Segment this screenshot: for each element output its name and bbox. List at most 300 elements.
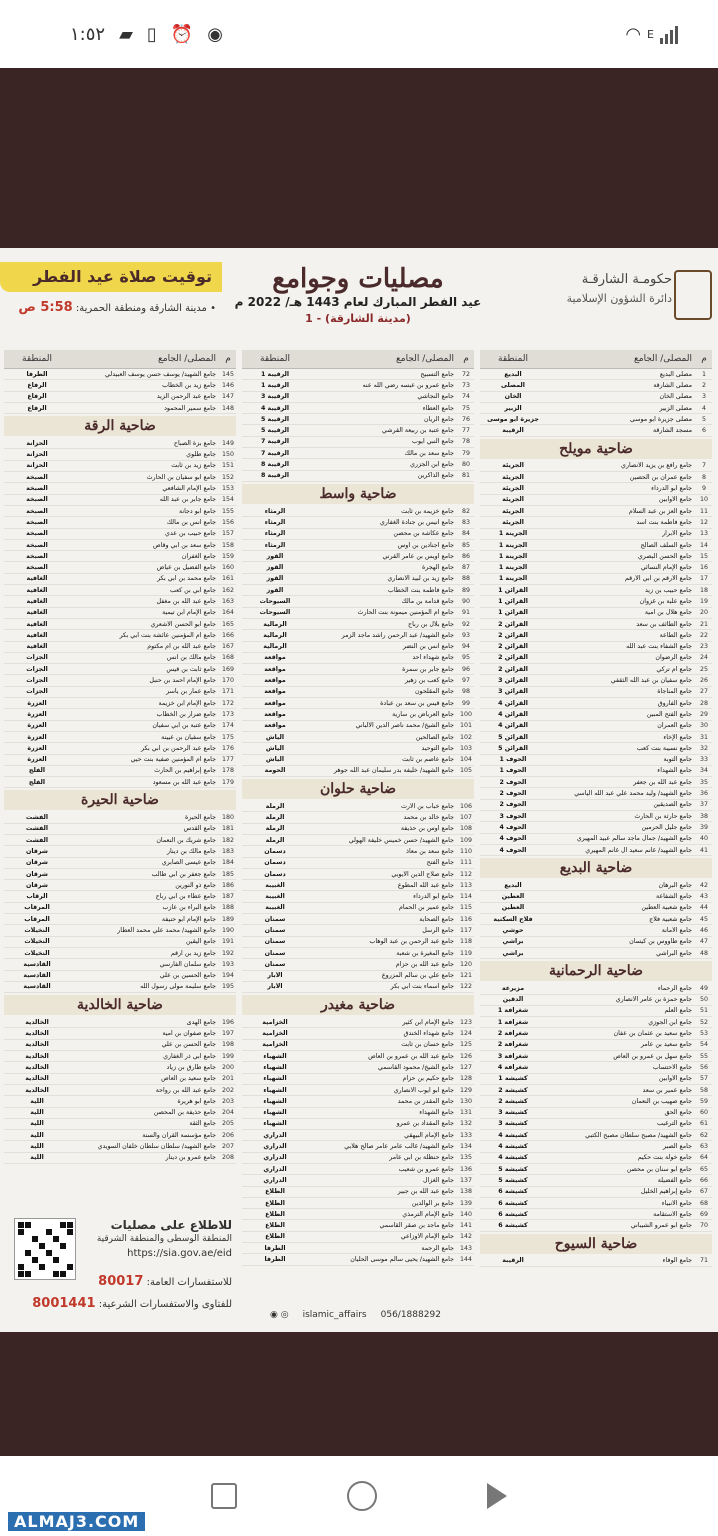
area-name: الياش [265,756,285,764]
mosque-name: جامع السلف الصالح [640,541,692,549]
social-row [270,1310,441,1320]
row-number: 55 [699,1052,708,1060]
row-number: 204 [221,1109,235,1117]
info-url[interactable]: https://sia.gov.ae/eid [127,1248,232,1259]
table-row [480,1040,712,1051]
qr-module [53,1271,59,1277]
row-number: 94 [461,643,470,651]
back-icon[interactable] [487,1483,507,1509]
mosque-name: جامع الترغيب [657,1120,692,1128]
area-name: كشيشة 2 [498,1086,528,1094]
mosque-name: جامع الشهيد/ غانم سعيد آل غانم المهيري [585,846,692,854]
table-row [4,1028,236,1039]
area-name: اللية [30,1143,44,1151]
row-number: 25 [699,665,708,673]
mosque-name: جامع بزة الصباح [173,439,216,447]
mosque-name: جامع الصالحين [415,733,454,741]
row-number: 53 [699,1030,708,1038]
row-number: 129 [459,1086,473,1094]
row-number: 174 [221,722,235,730]
row-number: 79 [461,449,470,457]
row-number: 198 [221,1041,235,1049]
mosque-name: جامع زيد بن لبيد الأنصاري [387,575,454,583]
area-name: كشيشة 1 [498,1075,528,1083]
table-row [4,608,236,619]
row-number: 121 [459,972,473,980]
mosque-name: جامع شهداء أحد [412,654,454,662]
row-number: 5 [701,415,706,423]
mosque-name: جامع حمزة بن عامر الأنصاري [615,996,692,1004]
mosque-name: جامع عاصم بن ثابت [402,756,454,764]
table-row [242,1187,474,1198]
row-number: 126 [459,1052,473,1060]
table-row [480,653,712,664]
area-name: الحوف 2 [499,801,527,809]
mosque-name: جامع فاطمة بنت الخطاب [387,586,454,594]
area-name: الخالدية [25,1086,49,1094]
row-number: 141 [459,1222,473,1230]
mosque-name: جامع الرضوان [655,654,692,662]
row-number: 133 [459,1131,473,1139]
area-name: السيوحات [259,597,291,605]
area-name: براشي [502,949,524,957]
mosque-name: مصلى الخان [659,393,692,401]
area-name: الغافية [26,586,48,594]
mosque-name: جامع التوبة [663,756,692,764]
row-number: 150 [221,451,235,459]
row-number: 42 [699,881,708,889]
row-number: 180 [221,814,235,822]
mosque-name: جامع كعب بن زهير [404,677,454,685]
area-name: الرمثاء [264,530,286,538]
area-name: الرمالية [263,620,287,628]
table-row [242,1028,474,1039]
table-row [4,1051,236,1062]
column-header [242,350,474,369]
mosque-name: جامع جليل الحرمين [641,823,692,831]
row-number: 19 [699,597,708,605]
area-name: اللية [30,1097,44,1105]
row-number: 98 [461,688,470,696]
row-number: 206 [221,1131,235,1139]
row-number: 85 [461,541,470,549]
mosque-name: جامع أبو الحسن الأشعري [150,620,216,628]
row-number: 66 [699,1176,708,1184]
table-row [480,675,712,686]
table-row [242,471,474,482]
row-number: 16 [699,564,708,572]
table-row [4,403,236,414]
mosque-name: جامع عطاء بن أبي رباح [155,893,216,901]
area-name: الغافية [26,575,48,583]
mosque-name: جامع المقداد بن عمرو [396,1120,454,1128]
row-number: 120 [459,960,473,968]
table-row [480,461,712,472]
row-number: 23 [699,643,708,651]
row-number: 123 [459,1018,473,1026]
mosque-name: جامع مالك بن دينار [166,847,216,855]
page-subtitle: عيد الفطر المبارك لعام 1443 هـ/ 2022 م [234,295,482,309]
table-row [480,1220,712,1231]
table-row [242,551,474,562]
social-icons: ◉ ◎ [270,1310,289,1320]
row-number: 148 [221,404,235,412]
social-phone: 056/1888292 [380,1310,441,1320]
mosque-name: جامع نسيبة بنت كعب [636,744,692,752]
row-number: 195 [221,983,235,991]
area-name: الرمثاء [264,507,286,515]
table-row [242,1153,474,1164]
row-number: 108 [459,825,473,833]
area-name: القرائن 5 [498,744,528,752]
table-row [242,585,474,596]
row-number: 96 [461,665,470,673]
table-row [242,1119,474,1130]
row-number: 149 [221,439,235,447]
general-label: للاستفسارات العامة: [146,1277,232,1288]
table-row [242,824,474,835]
table-row [242,562,474,573]
table-row [4,846,236,857]
qr-module [53,1236,59,1242]
alarm-icon: ⏰ [170,23,194,45]
row-number: 30 [699,722,708,730]
qr-module [32,1257,38,1263]
row-number: 92 [461,620,470,628]
row-number: 130 [459,1097,473,1105]
table-row [480,472,712,483]
area-name: القرائن 4 [498,699,528,707]
area-name: العزرة [27,744,47,752]
table-row [480,1108,712,1119]
row-number: 47 [699,938,708,946]
mosque-name: جامع العرباض بن سارية [392,710,454,718]
area-name: الفشت [25,825,49,833]
mosque-name: جامع سليمة مولى رسول الله [140,983,216,991]
mosque-name: جامع الفضيلة [657,1176,692,1184]
row-number: 80 [461,461,470,469]
mosque-name: جامع زيد بن ثابت [171,462,216,470]
area-name: العزرة [27,733,47,741]
area-name: المرقاب [24,915,50,923]
table-row [4,619,236,630]
mosque-name: جامع الشهيد/ وليد محمد علي عبد الله الياسي [574,790,692,798]
mosque-name: جامع الطائف بن سعد [636,620,692,628]
table-row [242,675,474,686]
qr-module [60,1222,66,1228]
table-row [4,642,236,653]
mosque-name: جامع خولة بنت حكيم [637,1154,692,1162]
qr-module [18,1222,24,1228]
mosque-name: جامع الأرقم بن أبي الأرقم [624,575,692,583]
table-row [4,812,236,823]
area-name: القادسية [23,960,51,968]
mosque-name: جامع الأبرار [662,530,692,538]
row-number: 205 [221,1120,235,1128]
table-row [480,891,712,902]
area-name: الطرفا [264,1244,286,1252]
column-header-name: المصلى/ الجامع [395,354,454,364]
table-row [4,1074,236,1085]
table-row [242,1254,474,1265]
mosque-name: جامع شهداء الخندق [403,1030,454,1038]
table-row [242,517,474,528]
table-row [242,1040,474,1051]
area-name: مواقعة [264,699,286,707]
area-name: القرائن 4 [498,710,528,718]
row-number: 125 [459,1041,473,1049]
mosque-name: جامع الإمام أبو حنيفة [161,915,216,923]
table-row [4,596,236,607]
row-number: 58 [699,1086,708,1094]
area-name: سمنان [264,949,286,957]
table-row [480,755,712,766]
row-number: 116 [459,915,473,923]
table-row [480,392,712,403]
table-row [480,529,712,540]
row-number: 142 [459,1233,473,1241]
table-row [4,971,236,982]
row-number: 157 [221,530,235,538]
table-row [4,551,236,562]
row-number: 95 [461,654,470,662]
district-heading: ضاحية البديع [480,858,712,878]
row-number: 88 [461,575,470,583]
table-row [4,529,236,540]
table-row [480,948,712,959]
area-name: العزرة [27,722,47,730]
table-row [242,642,474,653]
mosque-name: جامع البرهان [658,881,692,889]
area-name: الشهباء [263,1120,287,1128]
row-number: 62 [699,1131,708,1139]
area-name: فلاج السكنية [493,915,533,923]
table-row [480,732,712,743]
area-name: حوشي [502,927,524,934]
mosque-name: جامع الإمام الترمذي [402,1210,454,1218]
area-name: الحومة [264,767,286,775]
table-row [480,834,712,845]
row-number: 51 [699,1007,708,1015]
mosque-name: جامع علي بن سالم المزروع [381,972,454,980]
area-name: القادسية [23,972,51,980]
table-row [4,675,236,686]
row-number: 75 [461,404,470,412]
row-number: 179 [221,778,235,786]
table-row [480,777,712,788]
home-icon[interactable] [347,1481,377,1511]
table-row [480,596,712,607]
table-row [480,562,712,573]
table-row [4,959,236,970]
mosque-name: جامع ثابت بن قيس [166,665,216,673]
area-name: الرقيبة [502,427,524,435]
mosque-name: جامع البراشي [656,949,692,957]
row-number: 117 [459,927,473,934]
area-name: الياش [265,744,285,752]
row-number: 186 [221,881,235,889]
column-header-name: المصلى/ الجامع [633,354,692,364]
mosque-name: جامع الاستقامة [653,1210,692,1218]
table-row [480,1198,712,1209]
table-row [480,1119,712,1130]
table-row [242,459,474,470]
table-row [4,585,236,596]
table-row [4,914,236,925]
table-row [4,755,236,766]
area-name: الطرفا [264,1256,286,1264]
table-row [480,483,712,494]
table-row [4,1040,236,1051]
mosque-name: جامع عكاشة بن محصن [393,530,454,538]
table-row [242,971,474,982]
mosque-name: جامع الشيخ/ محمد ناصر الدين الألباني [355,722,454,730]
mosque-name: جامع اليقين [186,938,216,946]
fatwa-label: للفتاوى والاستفسارات الشرعية: [98,1299,232,1310]
table-row [242,630,474,641]
qr-code[interactable] [14,1218,76,1280]
page-title: مصليات وجوامع [272,264,444,294]
row-number: 10 [699,496,708,504]
area-name: الرفاع [27,404,47,412]
area-name: شرقان [26,881,48,889]
table-row [242,846,474,857]
prayer-timing [0,262,222,315]
table-row [480,642,712,653]
mosque-name: جامع الرحماء [657,984,692,992]
table-row [242,414,474,425]
mosque-name: جامع سمير المحمود [164,404,216,412]
mosque-name: جامع الإمام ابن كثير [402,1018,454,1026]
row-number: 63 [699,1143,708,1151]
mosque-name: جامع الشهيد/ سلطان سلطان خلفان السويدي [97,1143,216,1151]
table-row [480,551,712,562]
area-name: القرائن 2 [498,631,528,639]
row-number: 154 [221,496,235,504]
area-name: العطين [501,893,525,901]
table-row [480,414,712,425]
area-name: الخزامية [262,1018,288,1026]
table-row [4,653,236,664]
row-number: 167 [221,643,235,651]
row-number: 74 [461,393,470,401]
table-row [480,995,712,1006]
mosque-name: جامع صهيب بن النعمان [631,1097,692,1105]
mosque-name: جامع عبد الله بن مسعود [152,778,216,786]
mosque-name: جامع الإمام الشافعي [162,485,216,493]
row-number: 143 [459,1244,473,1252]
mosque-name: جامع الصديقين [653,801,692,809]
area-name: الزبير [504,404,522,412]
row-number: 14 [699,541,708,549]
row-number: 93 [461,631,470,639]
mosque-name: جامع المقدر بن محمد [397,1097,454,1105]
area-name: الرقيبة 7 [260,438,290,446]
area-name: كشيشة 3 [498,1109,528,1117]
table-row [242,506,474,517]
area-name: سمنان [264,915,286,923]
mosque-name: جامع عمير بن الحمام [398,904,454,912]
row-number: 46 [699,927,708,934]
row-number: 183 [221,847,235,855]
table-row [4,766,236,777]
qr-module [53,1257,59,1263]
area-name: الجرينة 1 [498,530,528,538]
area-name: سمنان [264,927,286,934]
row-number: 22 [699,631,708,639]
area-name: اللية [30,1120,44,1128]
row-number: 35 [699,778,708,786]
row-number: 207 [221,1143,235,1151]
mosque-name: مصلى الشارقة [653,381,692,389]
row-number: 11 [699,507,708,515]
row-number: 69 [699,1210,708,1218]
area-name: الجزات [26,688,48,696]
area-name: الشهباء [263,1097,287,1105]
row-number: 73 [461,381,470,389]
mosque-name: جامع الشهيد/ محمد علي محمد العطار [117,927,216,934]
area-name: شرقان [26,859,48,867]
row-number: 81 [461,472,470,480]
mosque-name: جامع قدامة بن مالك [401,597,454,605]
row-number: 50 [699,996,708,1004]
row-number: 65 [699,1165,708,1173]
row-number: 18 [699,586,708,594]
mosque-name: جامع صلاح الدين الأيوبي [391,870,454,878]
row-number: 60 [699,1109,708,1117]
document-image [0,248,718,1332]
row-number: 104 [459,756,473,764]
table-row [480,1074,712,1085]
area-name: القرائن 3 [498,677,528,685]
row-number: 17 [699,575,708,583]
row-number: 112 [459,870,473,878]
table-row [242,869,474,880]
area-name: الرفاع [27,393,47,401]
district-heading: ضاحية الرقة [4,416,236,436]
table-row [4,982,236,993]
row-number: 114 [459,893,473,901]
row-number: 12 [699,518,708,526]
row-number: 1 [701,370,706,378]
row-number: 118 [459,938,473,946]
mosque-name: جامع ذو النورين [175,881,216,889]
table-row [480,517,712,528]
row-number: 13 [699,530,708,538]
area-name: العزرة [27,756,47,764]
row-number: 21 [699,620,708,628]
qr-module [25,1250,31,1256]
area-name: الرقيبة 1 [260,381,290,389]
row-number: 82 [461,507,470,515]
qr-module [32,1236,38,1242]
row-number: 191 [221,938,235,946]
area-name: الخالدية [25,1052,49,1060]
area-name: البديع [504,881,522,889]
mosque-name: جامع أم المؤمنين صفية بنت حيي [130,756,216,764]
area-name: الفشت [25,836,49,844]
table-row [4,483,236,494]
table-row [480,1175,712,1186]
row-number: 177 [221,756,235,764]
table-row [242,925,474,936]
mosque-name: جامع الصحابة [419,915,454,923]
area-name: الرملة [265,825,285,833]
recent-apps-icon[interactable] [211,1483,237,1509]
mosque-name: جامع التسبيح [420,370,454,378]
row-number: 124 [459,1030,473,1038]
table-row [242,1198,474,1209]
